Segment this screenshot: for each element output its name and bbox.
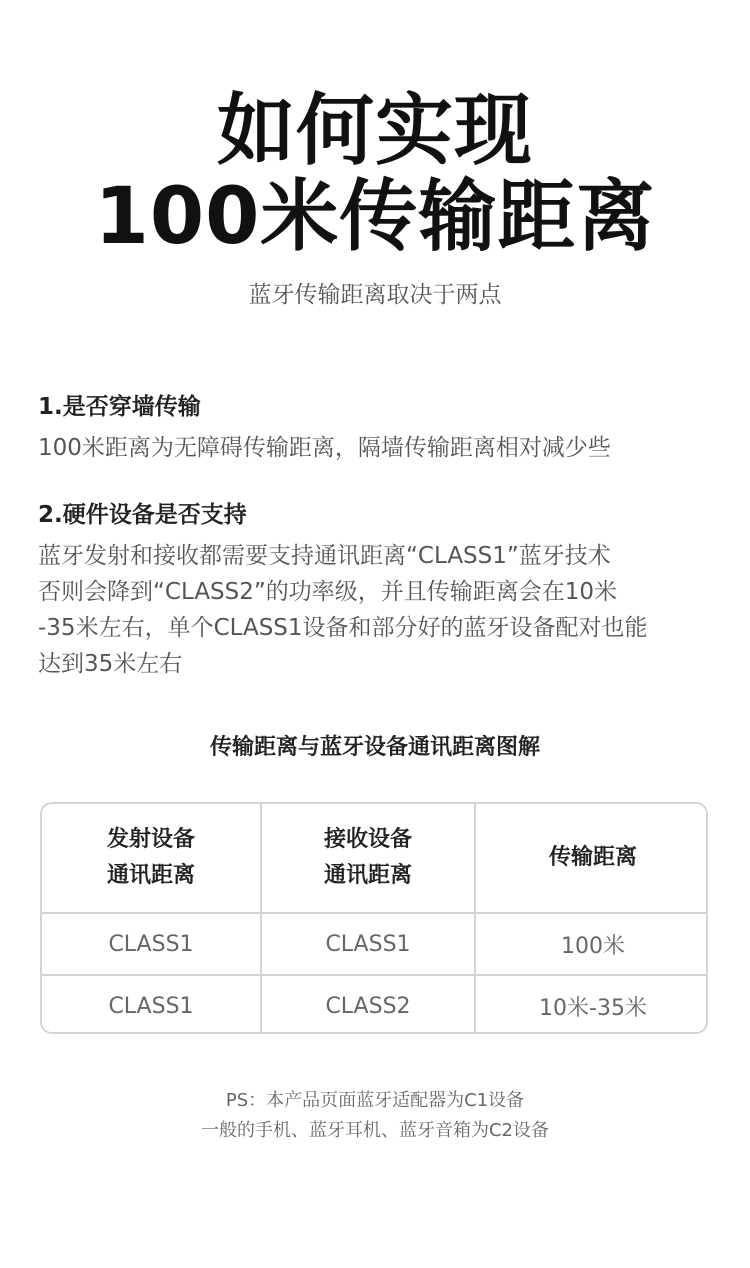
page-subtitle: 蓝牙传输距离取决于两点 <box>248 282 502 308</box>
section-body-line: 否则会降到“CLASS2”的功率级，并且传输距离会在10米 <box>38 579 618 605</box>
header-line: 传输距离 <box>548 845 637 870</box>
footnote-line: 一般的手机、蓝牙耳机、蓝牙音箱为C2设备 <box>200 1120 550 1141</box>
page-title-line-1: 如何实现 <box>216 86 533 176</box>
table-cell: CLASS1 <box>261 913 475 975</box>
header-line: 接收设备 <box>323 827 412 852</box>
table-cell: CLASS2 <box>261 975 475 1034</box>
page-title-line-2: 100米传输距离 <box>94 172 656 262</box>
header-line: 通讯距离 <box>106 863 195 888</box>
section-body-line: -35米左右，单个CLASS1设备和部分好的蓝牙设备配对也能 <box>38 615 648 641</box>
table-row <box>42 913 708 975</box>
section-body <box>38 538 718 682</box>
header-line: 通讯距离 <box>323 863 412 888</box>
table-header-row <box>42 804 708 913</box>
page-title <box>0 88 750 260</box>
footnote <box>0 1086 750 1146</box>
section-hardware-support <box>38 500 718 682</box>
table-cell: CLASS1 <box>42 913 261 975</box>
section-body-line: 达到35米左右 <box>38 651 183 677</box>
table-cell: CLASS1 <box>42 975 261 1034</box>
table-header-cell <box>475 804 708 913</box>
distance-table <box>40 802 708 1034</box>
table-header-cell <box>42 804 261 913</box>
section-body-line: 100米距离为无障碍传输距离，隔墙传输距离相对减少些 <box>38 435 611 461</box>
section-wall-penetration <box>38 392 718 466</box>
footnote-line: PS：本产品页面蓝牙适配器为C1设备 <box>225 1090 525 1111</box>
table-cell: 100米 <box>475 913 708 975</box>
diagram-title: 传输距离与蓝牙设备通讯距离图解 <box>209 735 540 760</box>
section-heading: 1.是否穿墙传输 <box>38 394 201 420</box>
section-body <box>38 430 718 466</box>
header-line: 发射设备 <box>106 827 195 852</box>
table-row <box>42 975 708 1034</box>
section-heading: 2.硬件设备是否支持 <box>38 502 247 528</box>
table-header-cell <box>261 804 475 913</box>
table-cell: 10米-35米 <box>475 975 708 1034</box>
section-body-line: 蓝牙发射和接收都需要支持通讯距离“CLASS1”蓝牙技术 <box>38 543 611 569</box>
